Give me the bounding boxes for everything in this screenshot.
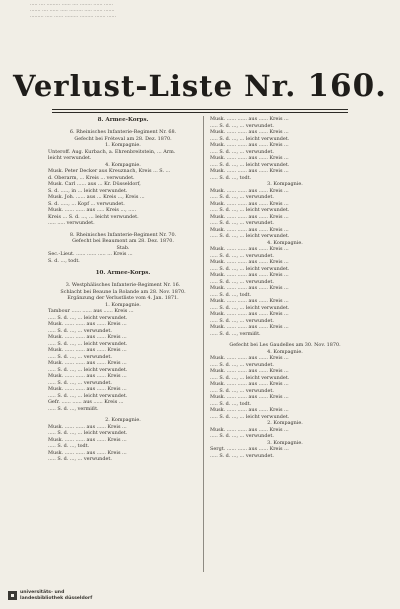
entry-line: ..... S. d. ..., ... leicht verwundet. bbox=[210, 304, 290, 311]
entry-line: Musk. ...... ...... aus ...... Kreis ... bbox=[210, 116, 289, 122]
entry-line: ..... S. d. ..., todt. bbox=[210, 174, 252, 181]
library-logo-icon bbox=[8, 591, 17, 600]
subheading: 2. Kompagnie. bbox=[105, 417, 141, 423]
entry-line: Musk. ...... ...... aus ...... Kreis ... bbox=[210, 285, 289, 291]
entry-line: Musk. ...... ...... aus ...... Kreis ... bbox=[210, 324, 289, 330]
entry-line: S. d. ....., ... Kopf ... verwundet. bbox=[48, 200, 125, 207]
entry-line: Kreis ... S. d. ..., ... leicht verwundet. bbox=[48, 213, 139, 220]
entry-line: ..... S. d. ..., ... verwundet. bbox=[210, 317, 274, 324]
text-line: ..... .... ......... ...... .... ........ ...... ...... bbox=[30, 2, 114, 7]
section-heading: 10. Armee-Korps. bbox=[95, 270, 151, 276]
entry-line: S. d. ..., todt. bbox=[48, 257, 80, 264]
subheading: 1. Kompagnie. bbox=[105, 142, 141, 148]
entry-line: ..... S. d. ..., ... verwundet. bbox=[210, 452, 274, 459]
entry-line: ..... S. d. ..., ... verwundet. bbox=[210, 194, 274, 200]
entry-line: Musk. ...... ...... aus ...... Kreis ... bbox=[210, 355, 289, 361]
entry-line: ..... S. d. ..., ... verwundet. bbox=[210, 433, 274, 439]
title-text: Verlust-Liste Nr. bbox=[13, 69, 297, 103]
library-logo-text bbox=[20, 590, 92, 601]
entry-line: Musk. ...... ...... aus ...... Kreis ... bbox=[210, 213, 289, 220]
entry-line: Tambour ...... ...... aus ...... Kreis ... bbox=[48, 308, 134, 314]
subheading: 1. Kompagnie. bbox=[105, 301, 141, 308]
entry-line: Musk. ...... ...... aus ...... Kreis ... bbox=[210, 272, 289, 278]
subheading: 2. Kompagnie. bbox=[267, 420, 303, 426]
right-column bbox=[210, 116, 360, 459]
entry-line: d. Oberarm, ... Kreis ... verwundet. bbox=[48, 174, 135, 181]
entry-line: Musk. ...... ...... aus ...... Kreis ... bbox=[210, 298, 289, 304]
subheading: Gefecht bei Les Gaudelles am 30. Nov. 1870. bbox=[229, 342, 341, 348]
entry-line: Musk. Peter Decker aus Kreuznach, Kreis ... S. ... bbox=[48, 168, 171, 174]
entry-line: ..... S. d. ..., ... leicht verwundet. bbox=[210, 413, 290, 420]
left-column bbox=[48, 116, 198, 463]
subheading: 4. Kompagnie. bbox=[267, 348, 303, 355]
subheading: 4. Kompagnie. bbox=[267, 239, 303, 246]
entry-line: leicht verwundet. bbox=[48, 155, 92, 161]
subheading: 4. Kompagnie. bbox=[105, 161, 141, 168]
entry-line: ..... S. d. ..., ... leicht verwundet. bbox=[48, 340, 128, 347]
entry-line: Musk. ...... ...... aus ...... Kreis ... bbox=[210, 311, 289, 317]
entry-line: ..... S. d. ..., ... leicht verwundet. bbox=[210, 135, 290, 142]
subheading: Gefecht bei Beaumont am 28. Dez. 1870. bbox=[72, 238, 174, 244]
entry-line: Sergt. ...... ...... aus ...... Kreis ... bbox=[210, 446, 289, 452]
entry-line: ..... S. d. ..., ... verwundet. bbox=[210, 220, 274, 226]
text-line: ....... .... ...... ..... ......... ..... ...... ....... bbox=[30, 8, 115, 14]
entry-line: Musk. ...... ...... aus ...... Kreis ... bbox=[210, 246, 289, 252]
entry-line: ..... S. d. ..., ... leicht verwundet. bbox=[48, 366, 128, 373]
entry-line: ..... S. d. ..., ... leicht verwundet. bbox=[210, 265, 290, 272]
entry-line: ..... S. d. ..., ... verwundet. bbox=[48, 379, 112, 386]
entry-line: ..... S. d. ..., ... leicht verwundet. bbox=[210, 374, 290, 381]
entry-line: Musk. ...... ...... aus ...... Kreis ... bbox=[48, 321, 127, 327]
subheading: Schlacht bei Beaune la Rolande am 28. Nov. 1870. bbox=[60, 288, 186, 295]
entry-line: Musk. ...... ...... aus ...... Kreis ... bbox=[210, 407, 289, 413]
entry-line: Musk. ...... ...... aus ...... Kreis ... bbox=[210, 426, 289, 433]
column-divider bbox=[203, 116, 204, 572]
entry-line: ..... S. d. ..., ... leicht verwundet. bbox=[48, 392, 128, 399]
entry-line: Musk. ...... ...... aus ...... Kreis ... bbox=[210, 200, 289, 207]
entry-line: Gefr. ...... ...... aus ...... Kreis ... bbox=[48, 399, 124, 405]
title-rule-thin bbox=[52, 112, 348, 113]
entry-line: Musk. ...... ...... aus ...... Kreis ... bbox=[48, 386, 127, 392]
subheading: 8. Rheinisches Infanterie-Regiment Nr. 70. bbox=[69, 231, 177, 238]
logo-line-1: universitäts- und bbox=[20, 590, 65, 596]
entry-line: Musk. Joh. ...... aus ... Kreis ..., Kreis ... bbox=[48, 194, 145, 200]
entry-line: Musk. ...... ...... aus ...... Kreis ... bbox=[210, 129, 289, 135]
previous-page-text bbox=[30, 2, 370, 21]
entry-line: ..... ..... verwundet. bbox=[48, 220, 95, 226]
entry-line: Musk. ...... ...... aus ..... Kreis ..., ..... bbox=[48, 207, 137, 213]
entry-line: ..... S. d. ..., ... verwundet. bbox=[210, 278, 274, 285]
entry-line: Musk. ...... ...... aus ...... Kreis ... bbox=[210, 381, 289, 387]
entry-line: Unteroff. Aug. Kurbach, a. Ehrenbreitstein, ... Arm. bbox=[48, 148, 176, 155]
section-heading: 8. Armee-Korps. bbox=[97, 117, 149, 123]
entry-line: Musk. ...... ...... aus ...... Kreis ... bbox=[210, 259, 289, 265]
subheading: 3. Kompagnie. bbox=[267, 439, 303, 446]
entry-line: ..... S. d. ..., todt. bbox=[210, 291, 252, 298]
entry-line: ..... S. d. ..., ... leicht verwundet. bbox=[210, 233, 290, 239]
entry-line: ..... S. d. ..., vermißt. bbox=[48, 405, 99, 412]
text-line: ......... ..... ...... ......... ......... ....... ...... bbox=[30, 14, 117, 20]
subheading: Ergänzung der Verlustliste vom 4. Jan. 1871. bbox=[67, 295, 179, 301]
entry-line: ..... S. d. ..., ... verwundet. bbox=[48, 353, 112, 360]
entry-line: ..... S. d. ..., ... leicht verwundet. bbox=[210, 207, 290, 213]
entry-line: Musk. Carl ...... aus ... Kr. Düsseldorf, bbox=[48, 181, 141, 187]
entry-line: ..... S. d. ..., vermißt. bbox=[210, 330, 261, 337]
entry-line: Musk. ...... ...... aus ...... Kreis ... bbox=[48, 360, 127, 366]
entry-line: ..... S. d. ..., todt. bbox=[210, 400, 252, 407]
entry-line: Musk. ...... ...... aus ...... Kreis ... bbox=[210, 394, 289, 400]
entry-line: Musk. ...... ...... aus ...... Kreis ... bbox=[48, 449, 127, 456]
entry-line: Musk. ...... ...... aus ...... Kreis ... bbox=[210, 168, 289, 174]
logo-line-2: landesbibliothek düsseldorf bbox=[20, 595, 93, 601]
entry-line: ..... S. d. ..., ... leicht verwundet. bbox=[48, 314, 128, 321]
subheading: 3. Kompagnie. bbox=[267, 181, 303, 187]
entry-line: Musk. ...... ...... aus ...... Kreis ... bbox=[48, 436, 127, 443]
entry-line: ..... S. d. ..., ... leicht verwundet. bbox=[48, 430, 128, 436]
entry-line: Musk. ...... ...... aus ...... Kreis ... bbox=[210, 155, 289, 161]
entry-line: ..... S. d. ..., ... verwundet. bbox=[210, 148, 274, 155]
entry-line: Musk. ...... ...... aus ...... Kreis ... bbox=[210, 142, 289, 148]
entry-line: Musk. ...... ...... aus ...... Kreis ... bbox=[48, 347, 127, 353]
entry-line: ..... S. d. ..., ... verwundet. bbox=[210, 361, 274, 368]
title-rule bbox=[52, 109, 348, 110]
subheading: 3. Westphälisches Infanterie-Regiment Nr. 16. bbox=[65, 282, 181, 288]
subheading: 6. Rheinisches Infanterie-Regiment Nr. 68. bbox=[69, 129, 177, 135]
page-title bbox=[0, 68, 400, 104]
entry-line: Musk. ...... ...... aus ...... Kreis ... bbox=[210, 226, 289, 233]
entry-line: Musk. ...... ...... aus ...... Kreis ... bbox=[48, 423, 127, 430]
library-logo bbox=[8, 590, 92, 601]
entry-line: ..... S. d. ..., ... verwundet. bbox=[48, 456, 112, 462]
subheading: Gefecht bei Fréteval am 28. Dez. 1870. bbox=[74, 135, 172, 142]
entry-line: ..... S. d. ..., ... verwundet. bbox=[210, 387, 274, 394]
entry-line: ..... S. d. ..., ... verwundet. bbox=[210, 252, 274, 259]
entry-line: Musk. ...... ...... aus ...... Kreis ... bbox=[48, 334, 127, 340]
entry-line: ..... S. d. ..., ... leicht verwundet. bbox=[210, 161, 290, 168]
entry-line: Musk. ...... ...... aus ...... Kreis ... bbox=[210, 187, 289, 194]
entry-line: Musk. ...... ...... aus ...... Kreis ... bbox=[48, 373, 127, 379]
entry-line: ..... S. d. ..., ... verwundet. bbox=[48, 327, 112, 334]
entry-line: Sec.-Lieut. ...... ...... ..... ... Kreis ... bbox=[48, 251, 133, 257]
entry-line: Musk. ...... ...... aus ...... Kreis ... bbox=[210, 368, 289, 374]
entry-line: ..... S. d. ..., ... verwundet. bbox=[210, 122, 274, 129]
subheading: Stab. bbox=[116, 244, 130, 251]
title-number: 160. bbox=[307, 68, 387, 104]
entry-line: S. d. ....., in ... leicht verwundet. bbox=[48, 187, 128, 194]
entry-line: ..... S. d. ..., todt. bbox=[48, 443, 90, 449]
